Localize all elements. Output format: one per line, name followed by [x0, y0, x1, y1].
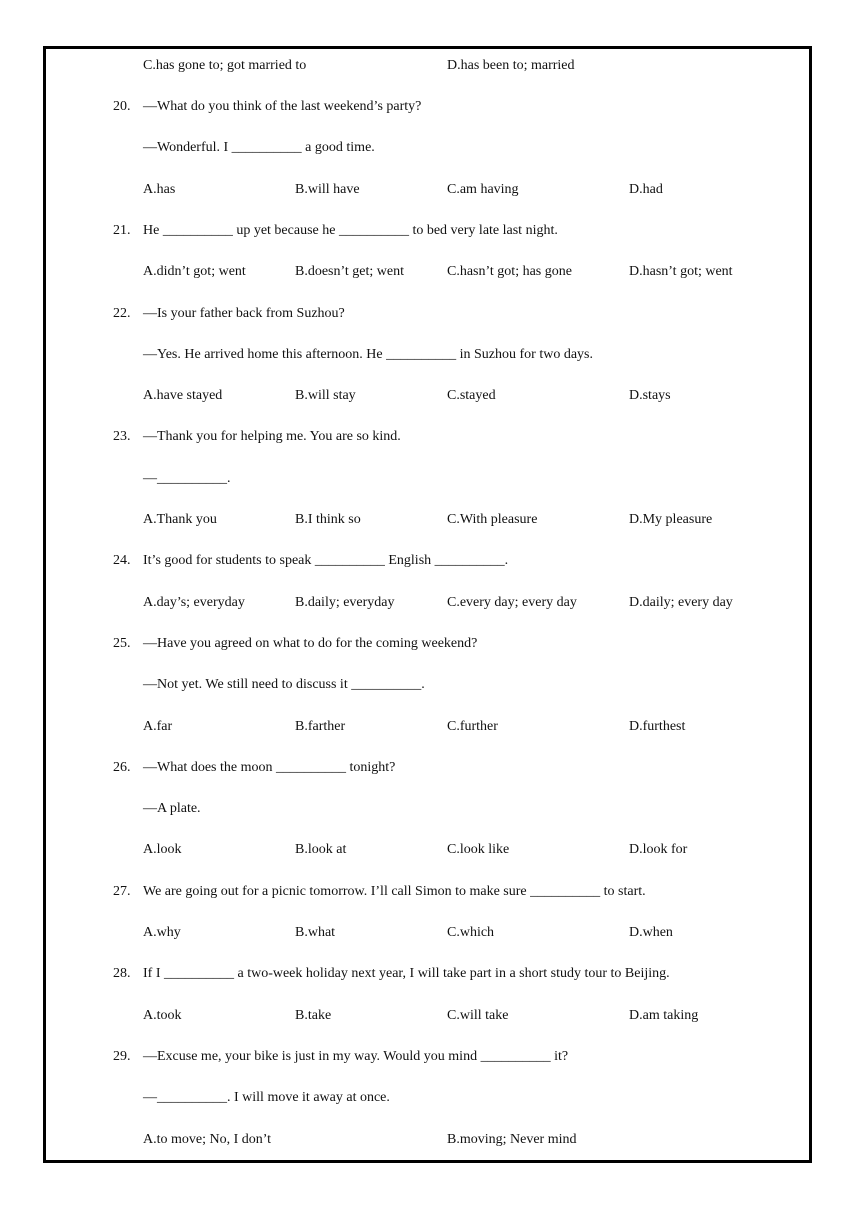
question-number: 22. — [113, 305, 131, 321]
question-text: —What does the moon __________ tonight? — [143, 759, 396, 775]
option-c: C.every day; every day — [447, 594, 577, 610]
question-number: 23. — [113, 429, 131, 445]
question-reply-line — [0, 469, 860, 489]
question-text: —A plate. — [143, 801, 201, 817]
question-reply-line — [0, 1088, 860, 1108]
question-number: 25. — [113, 635, 131, 651]
option-a: A.day’s; everyday — [143, 594, 245, 610]
option-c: C.stayed — [447, 388, 496, 404]
option-c: C.which — [447, 925, 495, 940]
question-line — [0, 221, 860, 241]
question-line — [0, 551, 860, 571]
option-d: D.My pleasure — [629, 512, 713, 527]
question-number: 20. — [113, 99, 131, 114]
option-b: B.what — [295, 925, 336, 940]
question-number: 27. — [113, 883, 131, 899]
question-text: We are going out for a picnic tomorrow. I’ll call Simon to make sure __________ to start. — [143, 883, 646, 899]
option-d: D.hasn’t got; went — [629, 264, 733, 280]
option-c: C.further — [447, 718, 498, 734]
question-text: If I __________ a two-week holiday next year, I will take part in a short study tour to Beijing. — [143, 966, 670, 982]
option-a: A.has — [143, 181, 176, 197]
question-line — [0, 758, 860, 778]
question-line — [0, 882, 860, 902]
option-b: B.I think so — [295, 512, 361, 527]
option-d: D.am taking — [629, 1007, 699, 1023]
option-c: C.With pleasure — [447, 512, 538, 527]
option-b: B.will have — [295, 181, 360, 197]
option-row — [0, 510, 860, 530]
question-number: 26. — [113, 759, 131, 775]
option-row — [0, 717, 860, 737]
question-text: He __________ up yet because he __________ to bed very late last night. — [143, 222, 558, 238]
question-text: —Excuse me, your bike is just in my way. Would you mind __________ it? — [143, 1048, 569, 1064]
question-reply-line — [0, 345, 860, 365]
question-text: —__________. I will move it away at once. — [143, 1090, 390, 1106]
option-b: B.will stay — [295, 388, 356, 404]
option-a: A.have stayed — [143, 388, 223, 404]
option-c: C.am having — [447, 181, 519, 197]
option-d: D.had — [629, 181, 663, 197]
option-c: C.look like — [447, 842, 510, 858]
option-d: D.daily; every day — [629, 594, 733, 610]
option-d: D.furthest — [629, 718, 686, 734]
question-text: —Yes. He arrived home this afternoon. He __________ in Suzhou for two days. — [143, 346, 594, 362]
option-b: B.daily; everyday — [295, 594, 395, 610]
option-b: B.doesn’t get; went — [295, 264, 405, 280]
question-text: —Is your father back from Suzhou? — [143, 305, 345, 321]
option-c: C.will take — [447, 1007, 509, 1023]
question-reply-line — [0, 138, 860, 158]
option-a: A.took — [143, 1007, 182, 1023]
question-line — [0, 1047, 860, 1067]
option-d: D.stays — [629, 388, 671, 404]
option-a: A.why — [143, 925, 181, 940]
option-c: C.hasn’t got; has gone — [447, 264, 572, 280]
question-text: —Wonderful. I __________ a good time. — [143, 140, 375, 156]
question-reply-line — [0, 675, 860, 695]
question-text: —What do you think of the last weekend’s party? — [143, 99, 422, 114]
option-row — [0, 56, 860, 76]
option-a: A.to move; No, I don’t — [143, 1131, 272, 1147]
option-row — [0, 923, 860, 943]
option-b: B.take — [295, 1007, 332, 1023]
option-a: A.look — [143, 842, 182, 858]
question-reply-line — [0, 799, 860, 819]
question-text: —Thank you for helping me. You are so kind. — [143, 429, 401, 445]
option-row — [0, 840, 860, 860]
question-text: —__________. — [143, 470, 231, 486]
option-d: D.has been to; married — [447, 58, 575, 73]
question-text: —Not yet. We still need to discuss it __________. — [143, 677, 425, 693]
question-text: —Have you agreed on what to do for the coming weekend? — [143, 635, 478, 651]
question-text: It’s good for students to speak __________ English __________. — [143, 553, 509, 569]
option-c: C.has gone to; got married to — [143, 58, 307, 73]
option-row — [0, 180, 860, 200]
option-row — [0, 1130, 860, 1150]
question-line — [0, 304, 860, 324]
option-row — [0, 262, 860, 282]
option-a: A.didn’t got; went — [143, 264, 246, 280]
option-a: A.far — [143, 718, 173, 734]
option-b: B.farther — [295, 718, 346, 734]
option-row — [0, 1006, 860, 1026]
question-number: 28. — [113, 966, 131, 982]
option-row — [0, 386, 860, 406]
option-d: D.look for — [629, 842, 688, 858]
option-row — [0, 593, 860, 613]
option-a: A.Thank you — [143, 512, 217, 527]
question-number: 21. — [113, 222, 131, 238]
option-b: B.look at — [295, 842, 347, 858]
question-line — [0, 427, 860, 447]
question-number: 29. — [113, 1048, 131, 1064]
option-b: B.moving; Never mind — [447, 1131, 577, 1147]
question-number: 24. — [113, 553, 131, 569]
question-line — [0, 97, 860, 117]
question-line — [0, 964, 860, 984]
question-line — [0, 634, 860, 654]
option-d: D.when — [629, 925, 673, 940]
